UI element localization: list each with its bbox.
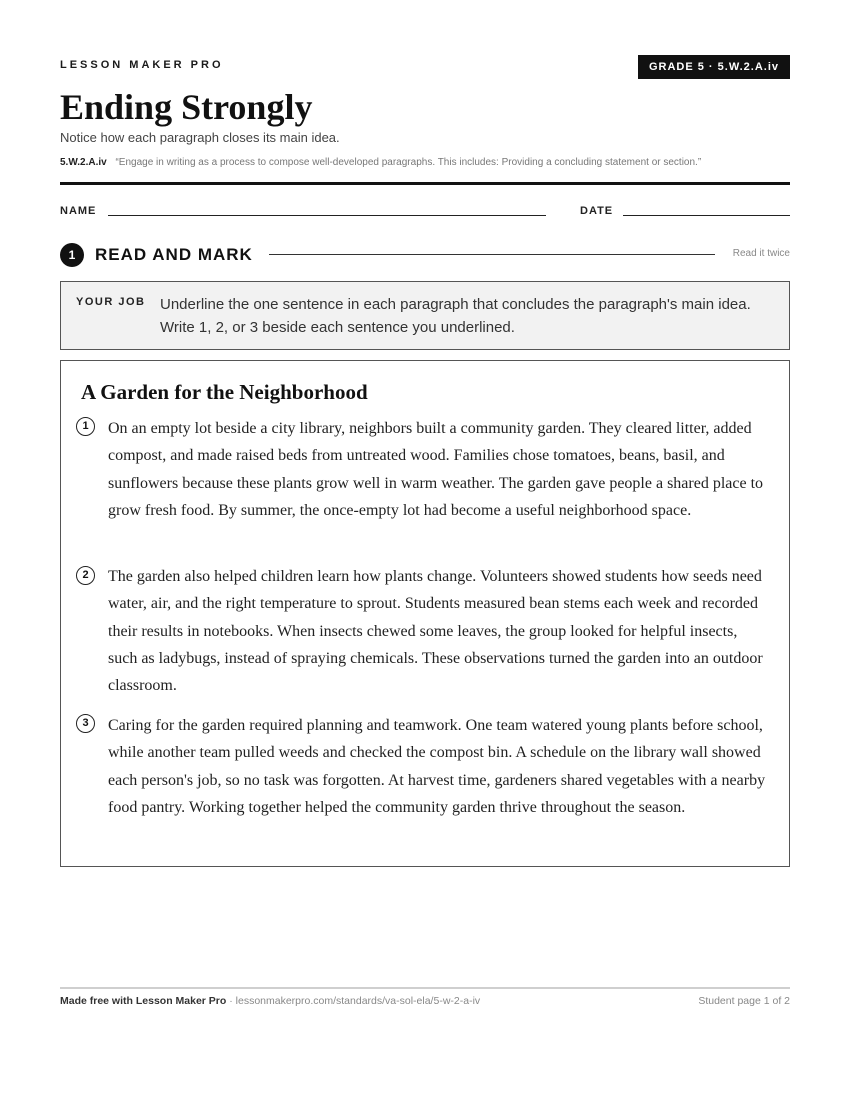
standard-line: [60, 157, 701, 168]
standard-code: 5.W.2.A.iv: [60, 157, 107, 168]
paragraph-1[interactable]: On an empty lot beside a city library, neighbors built a community garden. They cleared litter, added compost, and made raised beds from untreated wood. Families chose tomatoes, beans, basil, and sunflowers because these plants grow well in warm weather. The garden gave people a shared place to grow fresh food. By summer, the once-empty lot had become a useful neighborhood space.: [108, 420, 764, 519]
paragraph-number-2: 2: [76, 566, 95, 585]
header-divider: [60, 182, 790, 185]
section-title: READ AND MARK: [95, 245, 253, 264]
passage-box: [60, 360, 790, 867]
instructions-box: [60, 281, 790, 350]
paragraph-number-1: 1: [76, 417, 95, 436]
paragraph-number-3: 3: [76, 714, 95, 733]
page-subtitle: Notice how each paragraph closes its main idea.: [60, 130, 340, 145]
instructions-label: YOUR JOB: [76, 296, 146, 308]
section-divider: [269, 254, 715, 255]
name-field[interactable]: [108, 215, 546, 216]
paragraph-3[interactable]: Caring for the garden required planning and teamwork. One team watered young plants before school, while another team pulled weeds and checked the compost bin. A schedule on the library wall showed each person's job, so no task was forgotten. At harvest time, gardeners shared vegetables with a nearby food pantry. Working together helped the community garden thrive throughout the season.: [108, 717, 766, 816]
footer-url[interactable]: · lessonmakerpro.com/standards/va-sol-ela/5-w-2-a-iv: [226, 995, 481, 1007]
worksheet-page: [60, 0, 790, 1100]
date-label: DATE: [580, 205, 614, 217]
brand-name: LESSON MAKER PRO: [60, 59, 224, 71]
section-hint: Read it twice: [732, 248, 790, 259]
instructions-text: Underline the one sentence in each paragraph that concludes the paragraph's main idea. Write 1, 2, or 3 beside each sentence you underlined.: [160, 296, 751, 336]
section-number-badge: 1: [60, 243, 84, 267]
passage-title: A Garden for the Neighborhood: [81, 380, 368, 404]
grade-badge: GRADE 5 · 5.W.2.A.iv: [638, 55, 790, 79]
date-field[interactable]: [623, 215, 790, 216]
paragraph-2[interactable]: The garden also helped children learn how plants change. Volunteers showed students how seeds need water, air, and the right temperature to sprout. Students measured bean stems each week and recorded their results in notebooks. When insects chewed some leaves, the group looked for helpful insects, such as ladybugs, instead of spraying chemicals. These observations turned the garden into an outdoor classroom.: [108, 568, 763, 695]
page-title: Ending Strongly: [60, 87, 313, 127]
footer-brand: Made free with Lesson Maker Pro: [60, 995, 227, 1007]
standard-text: “Engage in writing as a process to compose well-developed paragraphs. This includes: Providing a concluding statement or section.”: [115, 157, 702, 168]
page-indicator: Student page 1 of 2: [698, 995, 790, 1007]
footer-divider: [60, 987, 790, 989]
name-label: NAME: [60, 205, 97, 217]
footer-credit: [60, 995, 480, 1007]
